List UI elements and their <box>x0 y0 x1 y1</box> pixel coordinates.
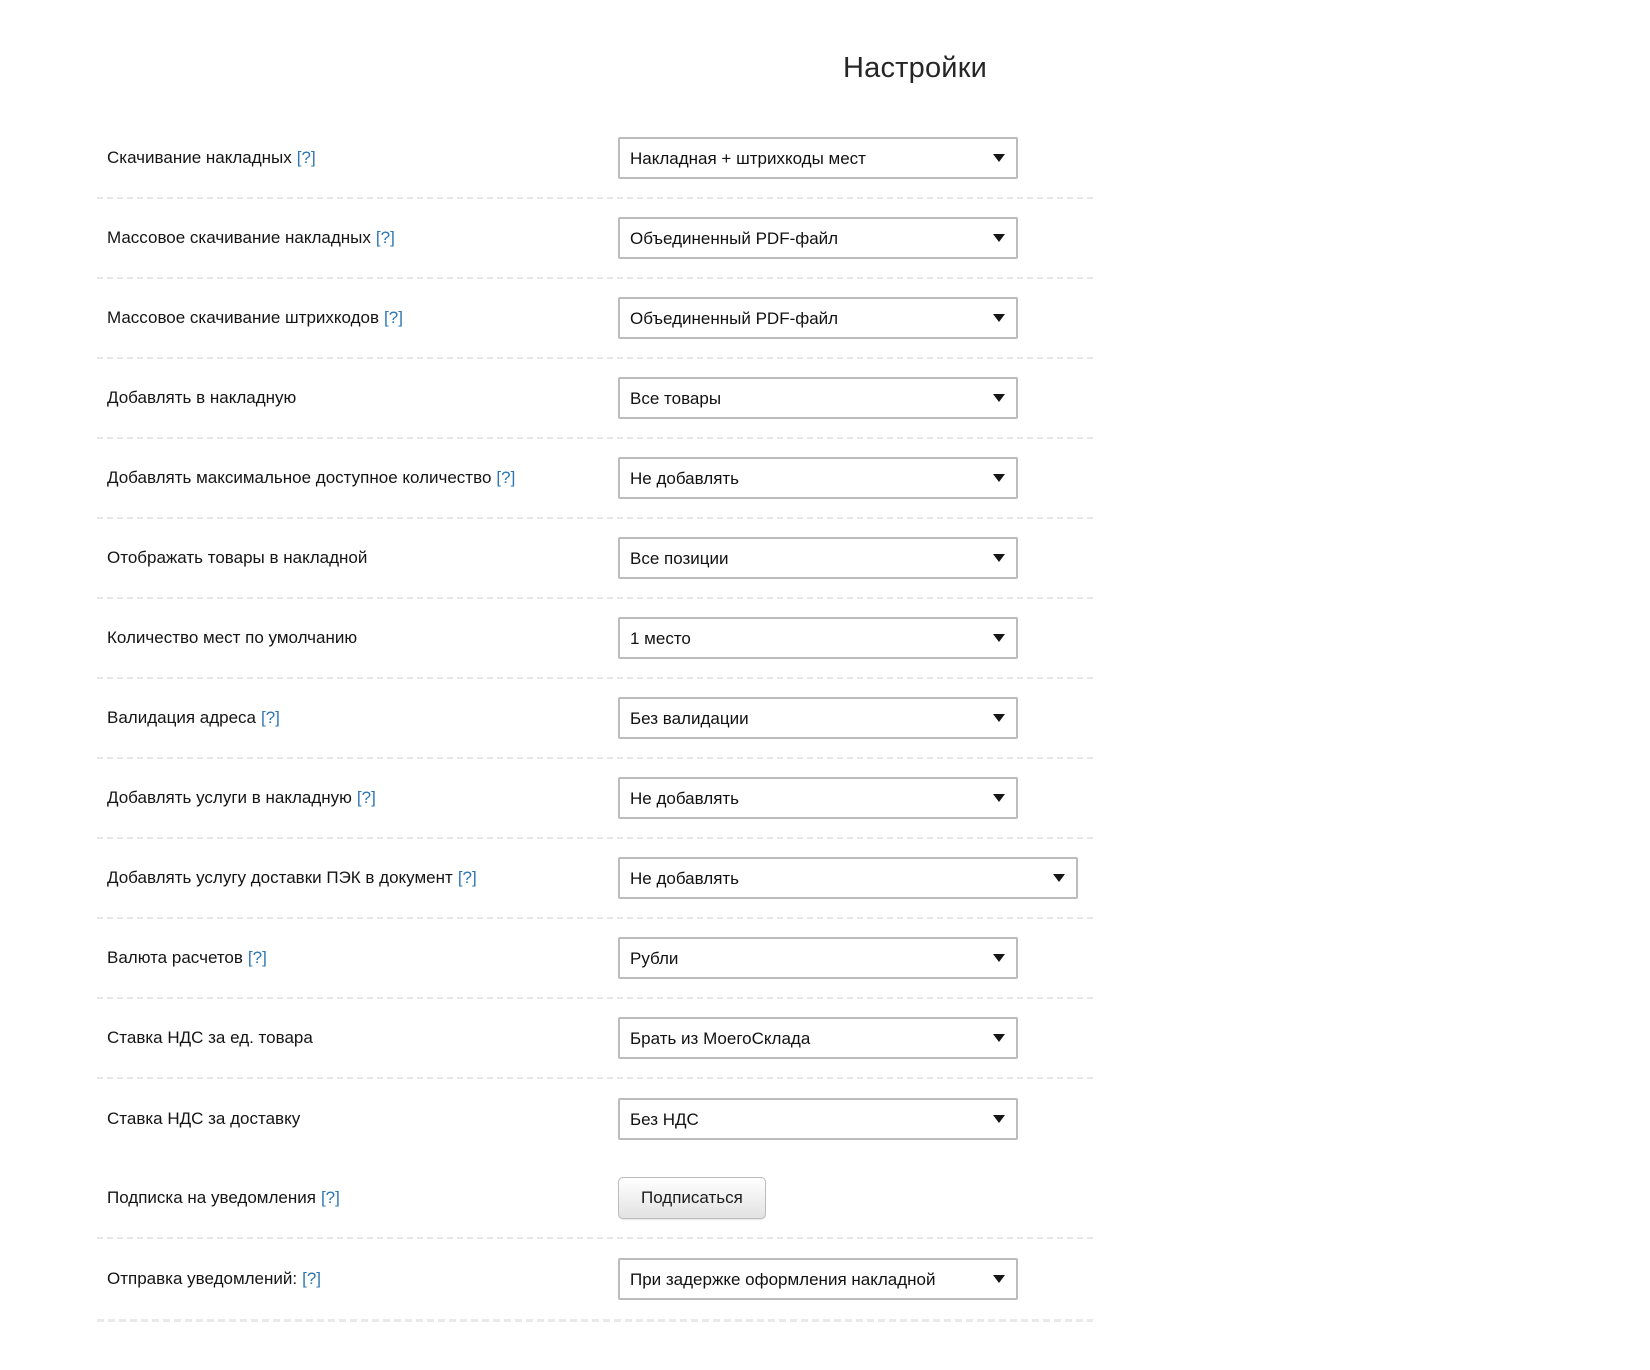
settings-row <box>97 679 1093 759</box>
setting-label-text: Добавлять услугу доставки ПЭК в документ <box>107 868 453 887</box>
subscribe-button[interactable]: Подписаться <box>618 1177 766 1219</box>
setting-label <box>97 1108 618 1130</box>
setting-select-box <box>618 857 1078 899</box>
settings-row <box>97 1159 1093 1239</box>
help-icon[interactable]: [?] <box>496 468 516 487</box>
setting-label <box>97 147 618 169</box>
setting-select-box <box>618 697 1018 739</box>
setting-label-text: Массовое скачивание накладных <box>107 228 371 247</box>
help-icon[interactable]: [?] <box>260 708 280 727</box>
setting-select-box <box>618 537 1018 579</box>
setting-select-box <box>618 377 1018 419</box>
page-title: Настройки <box>843 52 987 84</box>
settings-row <box>97 279 1093 359</box>
setting-label <box>97 707 618 729</box>
setting-label <box>97 1027 618 1049</box>
settings-list <box>97 119 1093 1322</box>
setting-select[interactable] <box>618 1258 1018 1300</box>
help-icon[interactable]: [?] <box>356 788 376 807</box>
setting-label <box>97 307 618 329</box>
settings-row <box>97 1079 1093 1159</box>
setting-label <box>97 1187 618 1209</box>
setting-select-box <box>618 1258 1018 1300</box>
setting-label <box>97 1268 618 1290</box>
setting-label-text: Валюта расчетов <box>107 948 243 967</box>
setting-label-text: Добавлять в накладную <box>107 388 297 407</box>
setting-label-text: Ставка НДС за доставку <box>107 1109 301 1128</box>
settings-row <box>97 119 1093 199</box>
setting-select-box <box>618 297 1018 339</box>
setting-label-text: Отображать товары в накладной <box>107 548 368 567</box>
setting-select-box <box>618 137 1018 179</box>
setting-label <box>97 387 618 409</box>
setting-select[interactable] <box>618 377 1018 419</box>
setting-select[interactable] <box>618 217 1018 259</box>
setting-select-box <box>618 617 1018 659</box>
help-icon[interactable]: [?] <box>375 228 395 247</box>
settings-row <box>97 1239 1093 1319</box>
setting-select[interactable] <box>618 937 1018 979</box>
setting-select[interactable] <box>618 297 1018 339</box>
setting-select[interactable] <box>618 1098 1018 1140</box>
setting-label-text: Добавлять услуги в накладную <box>107 788 352 807</box>
settings-row <box>97 359 1093 439</box>
setting-label <box>97 547 618 569</box>
help-icon[interactable]: [?] <box>384 308 403 327</box>
setting-label-text: Скачивание накладных <box>107 148 292 167</box>
setting-label <box>97 467 618 489</box>
help-icon[interactable]: [?] <box>247 948 267 967</box>
setting-label-text: Валидация адреса <box>107 708 256 727</box>
setting-label <box>97 867 618 889</box>
settings-row <box>97 919 1093 999</box>
setting-label-text: Ставка НДС за ед. товара <box>107 1028 313 1047</box>
settings-row <box>97 439 1093 519</box>
setting-label-text: Подписка на уведомления <box>107 1188 316 1207</box>
setting-label <box>97 787 618 809</box>
settings-row <box>97 999 1093 1079</box>
setting-select-box <box>618 1017 1018 1059</box>
setting-select[interactable] <box>618 857 1078 899</box>
settings-row <box>97 759 1093 839</box>
setting-select-box <box>618 217 1018 259</box>
setting-label <box>97 947 618 969</box>
setting-label-text: Отправка уведомлений: <box>107 1269 298 1288</box>
settings-row <box>97 599 1093 679</box>
help-icon[interactable]: [?] <box>320 1188 340 1207</box>
setting-select[interactable] <box>618 777 1018 819</box>
setting-select[interactable] <box>618 537 1018 579</box>
help-icon[interactable]: [?] <box>296 148 316 167</box>
settings-row <box>97 519 1093 599</box>
setting-select-box <box>618 937 1018 979</box>
setting-select[interactable] <box>618 617 1018 659</box>
setting-select-box <box>618 777 1018 819</box>
setting-select[interactable] <box>618 457 1018 499</box>
setting-label-text: Добавлять максимальное доступное количество <box>107 468 492 487</box>
setting-select[interactable] <box>618 697 1018 739</box>
help-icon[interactable]: [?] <box>457 868 477 887</box>
settings-row <box>97 839 1093 919</box>
setting-select[interactable] <box>618 1017 1018 1059</box>
help-icon[interactable]: [?] <box>302 1269 322 1288</box>
setting-select[interactable] <box>618 137 1018 179</box>
setting-label <box>97 227 618 249</box>
settings-row <box>97 199 1093 279</box>
setting-select-box <box>618 457 1018 499</box>
setting-label <box>97 627 618 649</box>
setting-label-text: Массовое скачивание штрихкодов <box>107 308 380 327</box>
setting-label-text: Количество мест по умолчанию <box>107 628 358 647</box>
setting-select-box <box>618 1098 1018 1140</box>
